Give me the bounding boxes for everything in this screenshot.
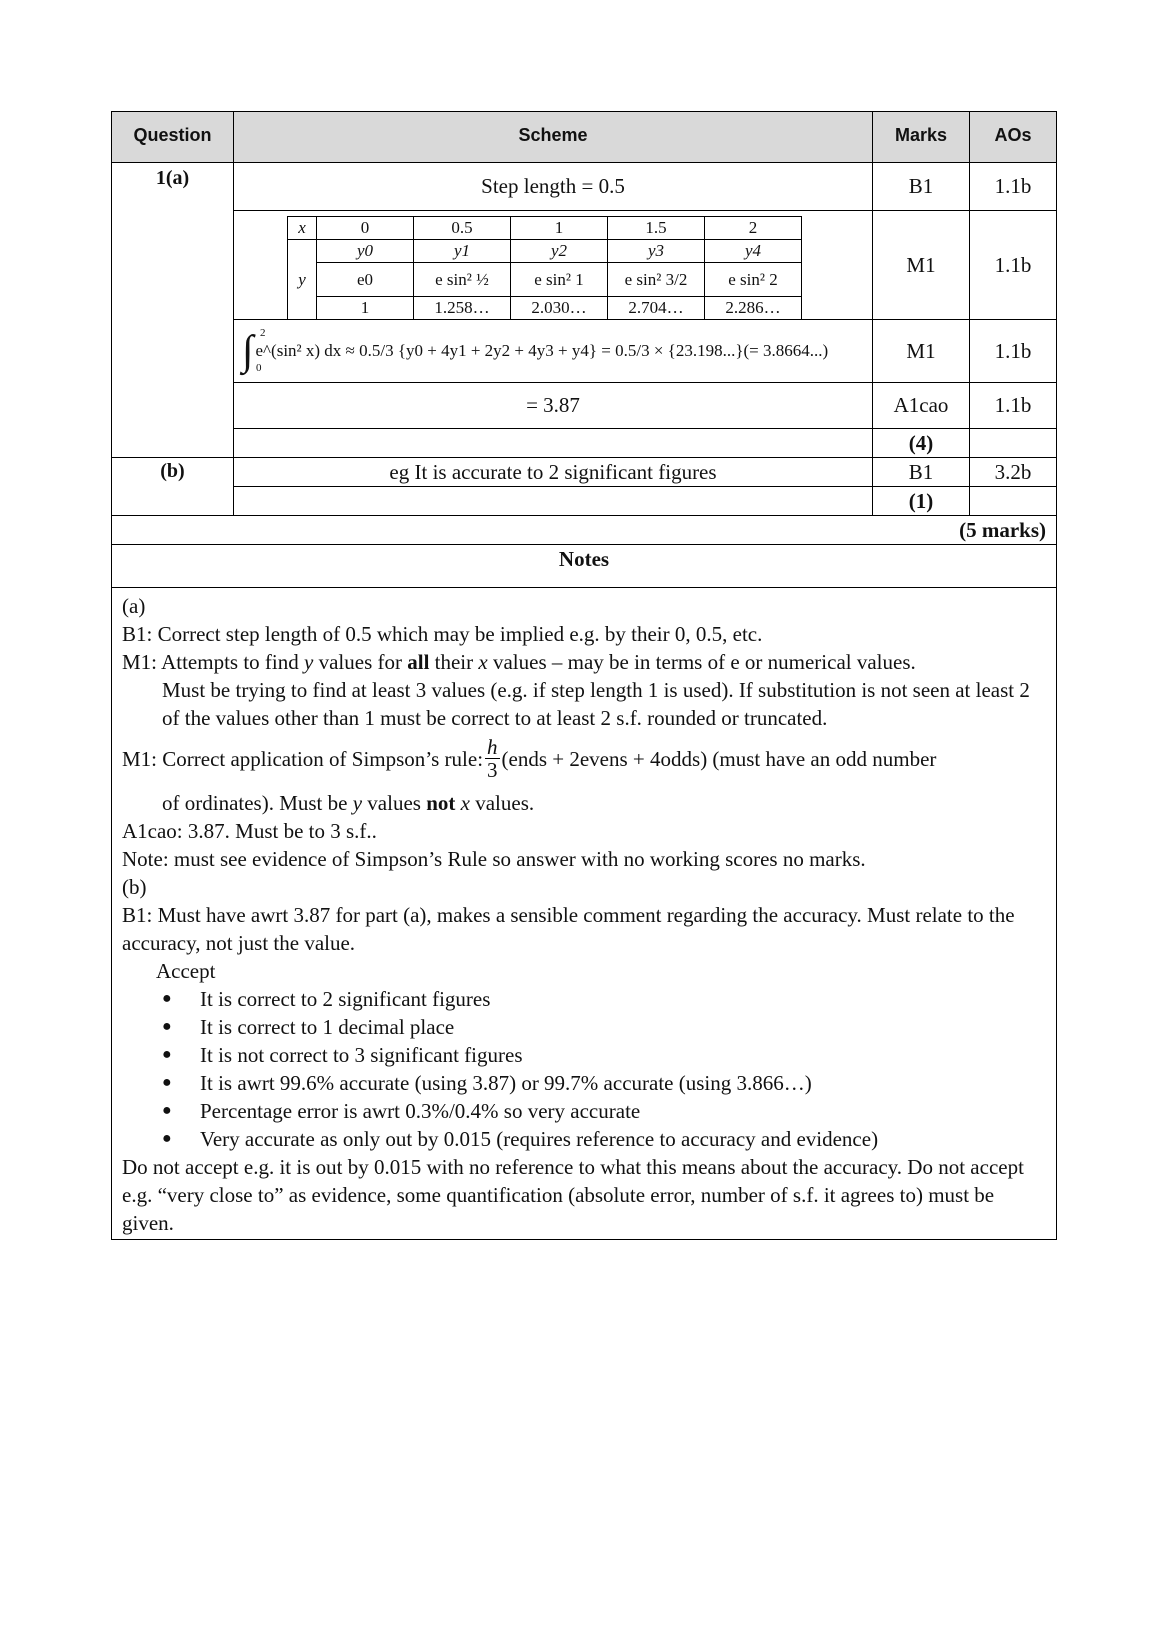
x-label: x xyxy=(288,217,317,240)
text: their xyxy=(429,650,479,674)
step-ao: 1.1b xyxy=(994,174,1032,198)
text: Percentage error is awrt 0.3%/0.4% so very accurate xyxy=(200,1099,641,1124)
part-a-label: 1(a) xyxy=(155,167,190,189)
x-value: 0.5 xyxy=(414,217,511,240)
notes-m1-cont: Must be trying to find at least 3 values (e.g. if step length 1 is used). If substitution is not seen at least 2 of the values other than 1 must be correct to at least 2 s.f. rounded or truncated. xyxy=(162,678,1030,730)
y-expr: e0 xyxy=(317,263,414,297)
step-mark: B1 xyxy=(873,163,970,210)
list-item xyxy=(122,1097,1046,1125)
simpson-ao: 1.1b xyxy=(994,338,1032,363)
y-expr: e sin² 1 xyxy=(511,263,608,297)
answer-ao: 1.1b xyxy=(994,393,1032,417)
part-b-label: (b) xyxy=(160,460,185,482)
simpson-expression: e^(sin² x) dx ≈ 0.5/3 {y0 + 4y1 + 2y2 + 4y3 + y4} = 0.5/3 × {23.198...}(= 3.8664...) xyxy=(255,341,829,360)
text: It is not correct to 3 significant figures xyxy=(200,1043,523,1068)
x-value: 0 xyxy=(317,217,414,240)
empty-cell xyxy=(234,487,873,515)
y-numeric: 2.286… xyxy=(705,297,802,320)
list-item xyxy=(122,1069,1046,1097)
part-b-row xyxy=(234,458,1056,486)
x-value: 1.5 xyxy=(608,217,705,240)
yname-row xyxy=(288,240,802,263)
notes-title-row xyxy=(112,544,1056,587)
text: values – may be in terms of e or numerical values. xyxy=(487,650,916,674)
x-value: 2 xyxy=(705,217,802,240)
y-expr: e sin² 2 xyxy=(705,263,802,297)
text: x xyxy=(460,791,470,816)
part-a-subtotal: (4) xyxy=(873,429,970,457)
simpson-row xyxy=(234,319,1056,382)
notes-title: Notes xyxy=(558,547,610,571)
text: values xyxy=(362,791,427,816)
header-scheme: Scheme xyxy=(234,112,873,162)
y-name: y1 xyxy=(414,240,511,263)
text: Very accurate as only out by 0.015 (requires reference to accuracy and evidence) xyxy=(200,1127,879,1152)
expr-row xyxy=(288,263,802,297)
x-row xyxy=(288,217,802,240)
values-mark: M1 xyxy=(873,211,970,319)
part-a-label-cell xyxy=(112,163,234,457)
empty-cell xyxy=(970,429,1056,457)
part-b-mark: B1 xyxy=(873,458,970,486)
numeric-row xyxy=(288,297,802,320)
values-ao: 1.1b xyxy=(994,252,1032,277)
text: (ends + 2evens + 4odds) (must have an odd number xyxy=(501,746,937,771)
notes-accept: Accept xyxy=(156,959,216,984)
y-label: y xyxy=(288,240,317,320)
text: It is correct to 2 significant figures xyxy=(200,987,491,1012)
notes-row xyxy=(112,587,1056,1239)
text: y xyxy=(304,650,314,674)
part-b-rows xyxy=(234,458,1056,515)
bullet-icon: ● xyxy=(162,990,172,1008)
answer-text: = 3.87 xyxy=(234,383,873,428)
y-name: y3 xyxy=(608,240,705,263)
text: x xyxy=(478,650,488,674)
integral-sign: ∫ 2 0 xyxy=(242,327,266,374)
simpson-mark: M1 xyxy=(873,320,970,382)
x-value: 1 xyxy=(511,217,608,240)
part-b-ao: 3.2b xyxy=(994,459,1032,484)
list-item xyxy=(122,1125,1046,1153)
header-aos: AOs xyxy=(994,125,1032,145)
notes-final: Do not accept e.g. it is out by 0.015 with no reference to what this means about the accuracy. Do not accept e.g. “very close to” as evidence, some quantification (absolute error, number of s.f. it agrees to) must be given. xyxy=(122,1155,1024,1236)
part-b-subtotal: (1) xyxy=(873,487,970,515)
text: M1: Correct application of Simpson’s rule: xyxy=(122,746,484,771)
part-b-label-cell xyxy=(112,458,234,515)
notes-a-label: (a) xyxy=(122,594,146,618)
total-marks: (5 marks) xyxy=(959,518,1046,542)
notes-m1b-cont xyxy=(122,789,1046,817)
notes-a1: A1cao: 3.87. Must be to 3 s.f.. xyxy=(122,819,377,844)
mark-scheme-table xyxy=(111,111,1057,1240)
bullet-icon: ● xyxy=(162,1018,172,1036)
simpson-formula xyxy=(234,320,873,382)
notes-body xyxy=(112,588,1056,1239)
empty-cell xyxy=(970,487,1056,515)
values-row xyxy=(234,210,1056,319)
y-expr: e sin² ½ xyxy=(414,263,511,297)
h-over-3 xyxy=(485,736,500,781)
list-item xyxy=(122,985,1046,1013)
header-question: Question xyxy=(112,112,234,162)
y-expr: e sin² 3/2 xyxy=(608,263,705,297)
notes-m1b xyxy=(122,736,1046,781)
header-row xyxy=(112,112,1056,162)
text: M1: Attempts to find xyxy=(122,650,305,674)
answer-row xyxy=(234,382,1056,428)
notes-b-b1: B1: Must have awrt 3.87 for part (a), makes a sensible comment regarding the accuracy. Must relate to the accuracy, not just the value. xyxy=(122,903,1015,956)
notes-note: Note: must see evidence of Simpson’s Rule so answer with no working scores no marks. xyxy=(122,847,866,872)
part-b-subtotal-row xyxy=(234,486,1056,515)
y-numeric: 2.030… xyxy=(511,297,608,320)
answer-mark: A1cao xyxy=(873,383,970,428)
part-a-subtotal-row xyxy=(234,428,1056,457)
bullet-icon: ● xyxy=(162,1074,172,1092)
bullet-icon: ● xyxy=(162,1046,172,1064)
empty-cell xyxy=(234,429,873,457)
limit-upper: 2 xyxy=(260,327,266,339)
step-text: Step length = 0.5 xyxy=(234,163,873,210)
bullet-icon: ● xyxy=(162,1130,172,1148)
notes-b1: B1: Correct step length of 0.5 which may be implied e.g. by their 0, 0.5, etc. xyxy=(122,622,763,646)
y-name: y4 xyxy=(705,240,802,263)
part-b-text: eg It is accurate to 2 significant figures xyxy=(234,458,873,486)
text: all xyxy=(407,650,430,674)
list-item xyxy=(122,1041,1046,1069)
notes-m1 xyxy=(122,648,1046,676)
list-item xyxy=(122,1013,1046,1041)
limit-lower: 0 xyxy=(256,362,262,374)
y-numeric: 2.704… xyxy=(608,297,705,320)
text: values. xyxy=(469,791,535,816)
values-table xyxy=(287,216,802,320)
header-marks: Marks xyxy=(873,112,970,162)
text: of ordinates). Must be xyxy=(162,791,353,816)
y-numeric: 1 xyxy=(317,297,414,320)
bullet-icon: ● xyxy=(162,1102,172,1120)
y-name: y2 xyxy=(511,240,608,263)
part-b-block xyxy=(112,457,1056,515)
part-a-rows xyxy=(234,163,1056,457)
y-name: y0 xyxy=(317,240,414,263)
text: 3 xyxy=(487,758,498,783)
part-a-block xyxy=(112,162,1056,457)
text: It is correct to 1 decimal place xyxy=(200,1015,455,1040)
notes-b-label: (b) xyxy=(122,875,147,900)
total-row xyxy=(112,515,1056,544)
text: It is awrt 99.6% accurate (using 3.87) or 99.7% accurate (using 3.866…) xyxy=(200,1071,812,1096)
values-table-cell xyxy=(234,211,873,319)
text: not xyxy=(426,791,456,816)
step-row xyxy=(234,163,1056,210)
text: y xyxy=(352,791,363,816)
text: h xyxy=(487,735,498,759)
y-numeric: 1.258… xyxy=(414,297,511,320)
text: values for xyxy=(313,650,408,674)
